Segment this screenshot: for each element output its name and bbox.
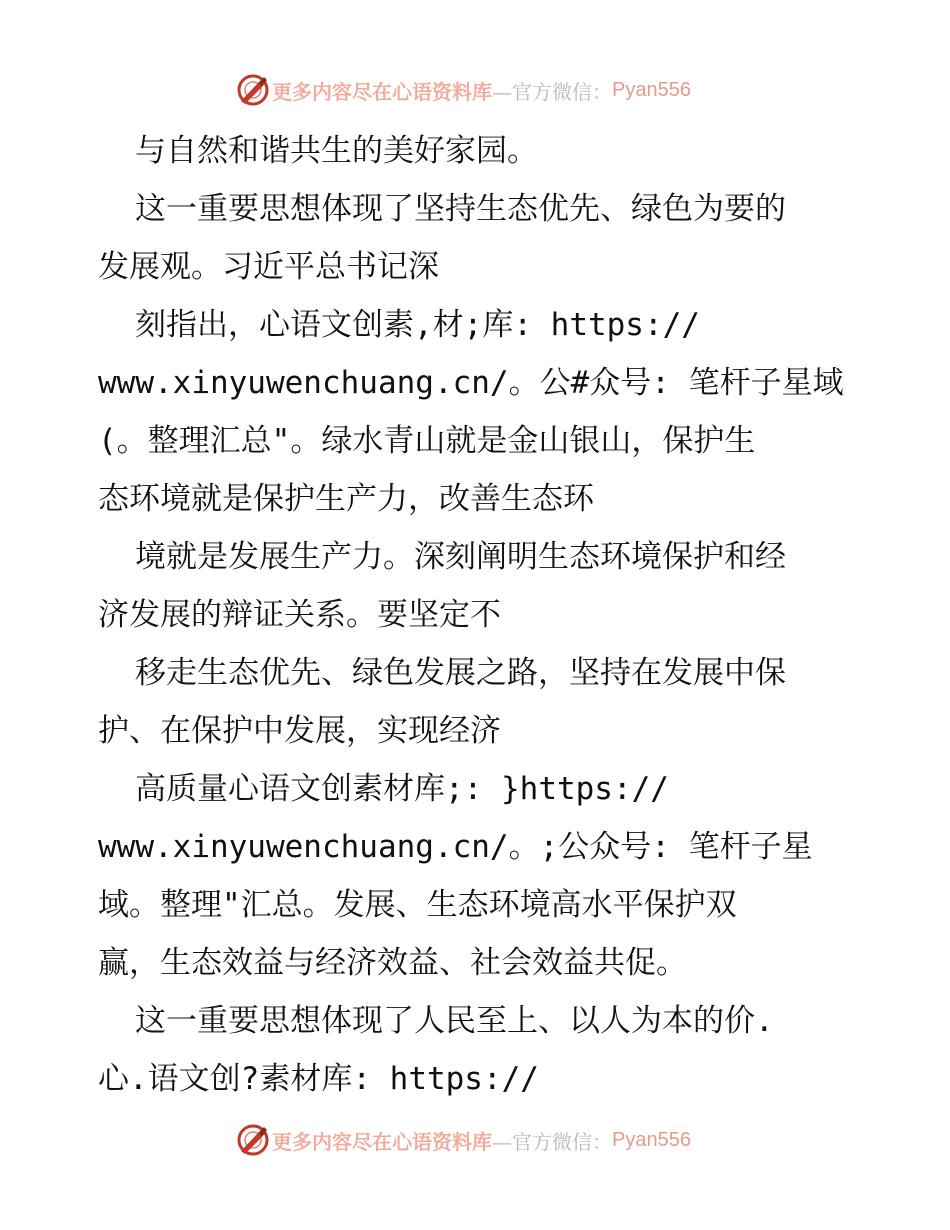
text-line: www.xinyuwenchuang.cn/。;公众号: 笔杆子星 [98, 829, 813, 865]
text-line: 心.语文创?素材库: https:// [98, 1061, 539, 1097]
text-line: 刻指出，心语文创素,材;库: https:// [135, 307, 700, 343]
brand-logo-icon [236, 1123, 270, 1157]
text-line: (。整理汇总"。绿水青山就是金山银山，保护生 [98, 423, 756, 459]
banner-separator-text: —官方微信： [492, 1129, 612, 1154]
text-line: 域。整理"汇总。发展、生态环境高水平保护双 [98, 887, 737, 923]
text-line: 境就是发展生产力。深刻阐明生态环境保护和经 [135, 539, 786, 575]
text-line: www.xinyuwenchuang.cn/。公#众号: 笔杆子星域 [98, 365, 844, 401]
document-body [98, 122, 858, 1108]
header-banner [236, 73, 691, 107]
text-line: 赢，生态效益与经济效益、社会效益共促。 [98, 945, 687, 981]
banner-wechat-id: Pyan556 [612, 1128, 691, 1151]
text-line: 这一重要思想体现了人民至上、以人为本的价. [135, 1003, 774, 1039]
text-line: 移走生态优先、绿色发展之路，坚持在发展中保 [135, 655, 786, 691]
banner-main-text: 更多内容尽在心语资料库 [272, 1129, 492, 1154]
text-line: 态环境就是保护生产力，改善生态环 [98, 481, 594, 517]
text-line: 这一重要思想体现了坚持生态优先、绿色为要的 [135, 191, 786, 227]
text-line: 高质量心语文创素材库;: }https:// [135, 771, 669, 807]
text-line: 护、在保护中发展，实现经济 [98, 713, 501, 749]
brand-logo-icon [236, 73, 270, 107]
banner-wechat-id: Pyan556 [612, 78, 691, 101]
text-line: 与自然和谐共生的美好家园。 [135, 133, 538, 169]
banner-main-text: 更多内容尽在心语资料库 [272, 79, 492, 104]
banner-separator-text: —官方微信： [492, 79, 612, 104]
text-line: 济发展的辩证关系。要坚定不 [98, 597, 501, 633]
footer-banner [236, 1123, 691, 1157]
text-line: 发展观。习近平总书记深 [98, 249, 439, 285]
